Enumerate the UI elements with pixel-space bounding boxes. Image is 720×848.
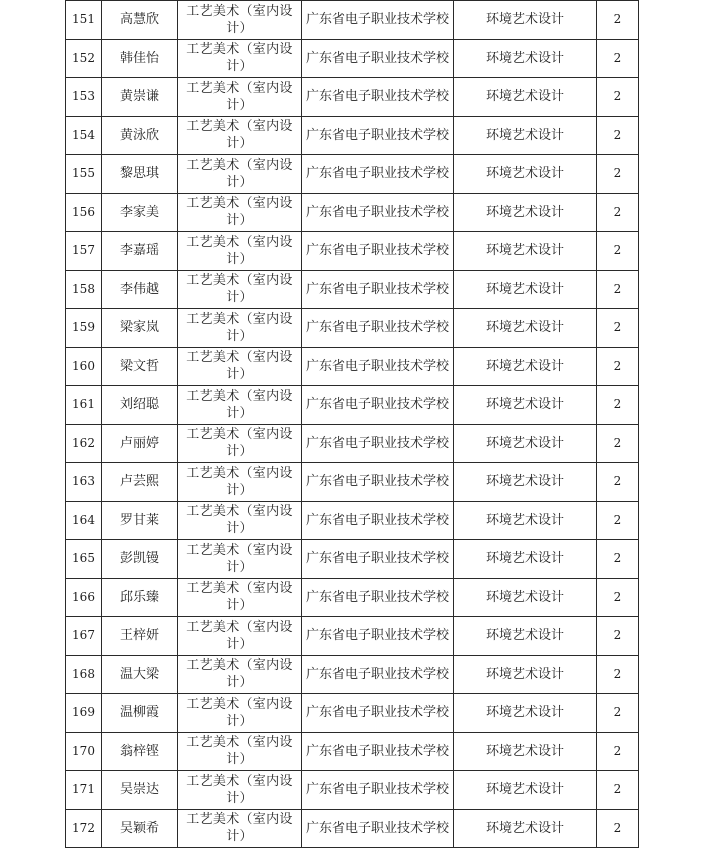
major-cell bbox=[178, 540, 302, 579]
year-cell: 2 bbox=[597, 39, 639, 78]
student-name-cell: 卢芸熙 bbox=[102, 463, 178, 502]
row-number-cell: 167 bbox=[66, 617, 102, 656]
school-cell: 广东省电子职业技术学校 bbox=[302, 155, 454, 194]
major-text: 工艺美术（室内设计） bbox=[186, 157, 293, 190]
school-cell: 广东省电子职业技术学校 bbox=[302, 232, 454, 271]
student-name-cell: 韩佳怡 bbox=[102, 39, 178, 78]
student-list-sheet bbox=[65, 0, 638, 848]
student-name-cell: 黎思琪 bbox=[102, 155, 178, 194]
row-number-cell: 168 bbox=[66, 655, 102, 694]
table-row bbox=[66, 347, 639, 386]
year-cell: 2 bbox=[597, 617, 639, 656]
department-cell: 环境艺术设计 bbox=[454, 617, 597, 656]
year-cell: 2 bbox=[597, 386, 639, 425]
major-text: 工艺美术（室内设计） bbox=[186, 80, 293, 113]
table-row bbox=[66, 1, 639, 40]
major-cell bbox=[178, 193, 302, 232]
row-number-cell: 155 bbox=[66, 155, 102, 194]
department-cell: 环境艺术设计 bbox=[454, 655, 597, 694]
school-cell: 广东省电子职业技术学校 bbox=[302, 463, 454, 502]
major-text: 工艺美术（室内设计） bbox=[186, 504, 293, 537]
school-cell: 广东省电子职业技术学校 bbox=[302, 1, 454, 40]
major-text: 工艺美术（室内设计） bbox=[186, 812, 293, 845]
row-number-cell: 164 bbox=[66, 501, 102, 540]
table-row bbox=[66, 78, 639, 117]
student-name-cell: 黄泳欣 bbox=[102, 116, 178, 155]
year-cell: 2 bbox=[597, 809, 639, 848]
major-text: 工艺美术（室内设计） bbox=[186, 273, 293, 306]
major-text: 工艺美术（室内设计） bbox=[186, 465, 293, 498]
row-number-cell: 158 bbox=[66, 270, 102, 309]
row-number-cell: 154 bbox=[66, 116, 102, 155]
school-cell: 广东省电子职业技术学校 bbox=[302, 424, 454, 463]
table-row bbox=[66, 501, 639, 540]
school-cell: 广东省电子职业技术学校 bbox=[302, 347, 454, 386]
major-cell bbox=[178, 386, 302, 425]
year-cell: 2 bbox=[597, 694, 639, 733]
student-name-cell: 李嘉瑶 bbox=[102, 232, 178, 271]
department-cell: 环境艺术设计 bbox=[454, 540, 597, 579]
major-cell bbox=[178, 694, 302, 733]
major-cell bbox=[178, 347, 302, 386]
year-cell: 2 bbox=[597, 771, 639, 810]
major-text: 工艺美术（室内设计） bbox=[186, 350, 293, 383]
major-cell bbox=[178, 809, 302, 848]
school-cell: 广东省电子职业技术学校 bbox=[302, 309, 454, 348]
major-cell bbox=[178, 578, 302, 617]
department-cell: 环境艺术设计 bbox=[454, 347, 597, 386]
major-cell bbox=[178, 732, 302, 771]
row-number-cell: 165 bbox=[66, 540, 102, 579]
department-cell: 环境艺术设计 bbox=[454, 732, 597, 771]
table-row bbox=[66, 540, 639, 579]
student-name-cell: 王梓妍 bbox=[102, 617, 178, 656]
year-cell: 2 bbox=[597, 193, 639, 232]
department-cell: 环境艺术设计 bbox=[454, 463, 597, 502]
department-cell: 环境艺术设计 bbox=[454, 270, 597, 309]
row-number-cell: 171 bbox=[66, 771, 102, 810]
school-cell: 广东省电子职业技术学校 bbox=[302, 809, 454, 848]
year-cell: 2 bbox=[597, 578, 639, 617]
student-name-cell: 彭凯镘 bbox=[102, 540, 178, 579]
major-cell bbox=[178, 1, 302, 40]
table-row bbox=[66, 578, 639, 617]
table-row bbox=[66, 155, 639, 194]
major-cell bbox=[178, 116, 302, 155]
table-row bbox=[66, 39, 639, 78]
department-cell: 环境艺术设计 bbox=[454, 501, 597, 540]
row-number-cell: 159 bbox=[66, 309, 102, 348]
major-cell bbox=[178, 270, 302, 309]
major-cell bbox=[178, 463, 302, 502]
row-number-cell: 169 bbox=[66, 694, 102, 733]
department-cell: 环境艺术设计 bbox=[454, 694, 597, 733]
major-text: 工艺美术（室内设计） bbox=[186, 658, 293, 691]
table-row bbox=[66, 732, 639, 771]
school-cell: 广东省电子职业技术学校 bbox=[302, 193, 454, 232]
major-text: 工艺美术（室内设计） bbox=[186, 773, 293, 806]
row-number-cell: 166 bbox=[66, 578, 102, 617]
year-cell: 2 bbox=[597, 78, 639, 117]
table-row bbox=[66, 809, 639, 848]
year-cell: 2 bbox=[597, 540, 639, 579]
major-cell bbox=[178, 655, 302, 694]
school-cell: 广东省电子职业技术学校 bbox=[302, 732, 454, 771]
row-number-cell: 151 bbox=[66, 1, 102, 40]
year-cell: 2 bbox=[597, 347, 639, 386]
school-cell: 广东省电子职业技术学校 bbox=[302, 578, 454, 617]
table-row bbox=[66, 694, 639, 733]
major-cell bbox=[178, 309, 302, 348]
school-cell: 广东省电子职业技术学校 bbox=[302, 540, 454, 579]
year-cell: 2 bbox=[597, 655, 639, 694]
student-name-cell: 吴颖希 bbox=[102, 809, 178, 848]
major-text: 工艺美术（室内设计） bbox=[186, 119, 293, 152]
major-text: 工艺美术（室内设计） bbox=[186, 3, 293, 36]
student-name-cell: 高慧欣 bbox=[102, 1, 178, 40]
student-name-cell: 黄崇谦 bbox=[102, 78, 178, 117]
table-row bbox=[66, 309, 639, 348]
student-name-cell: 翁梓铿 bbox=[102, 732, 178, 771]
student-name-cell: 李家美 bbox=[102, 193, 178, 232]
department-cell: 环境艺术设计 bbox=[454, 809, 597, 848]
major-text: 工艺美术（室内设计） bbox=[186, 542, 293, 575]
row-number-cell: 163 bbox=[66, 463, 102, 502]
major-text: 工艺美术（室内设计） bbox=[186, 234, 293, 267]
year-cell: 2 bbox=[597, 232, 639, 271]
row-number-cell: 152 bbox=[66, 39, 102, 78]
row-number-cell: 162 bbox=[66, 424, 102, 463]
major-text: 工艺美术（室内设计） bbox=[186, 735, 293, 768]
department-cell: 环境艺术设计 bbox=[454, 39, 597, 78]
major-cell bbox=[178, 39, 302, 78]
school-cell: 广东省电子职业技术学校 bbox=[302, 78, 454, 117]
student-name-cell: 李伟越 bbox=[102, 270, 178, 309]
year-cell: 2 bbox=[597, 155, 639, 194]
major-cell bbox=[178, 78, 302, 117]
table-row bbox=[66, 386, 639, 425]
table-row bbox=[66, 617, 639, 656]
major-cell bbox=[178, 617, 302, 656]
table-row bbox=[66, 655, 639, 694]
table-row bbox=[66, 270, 639, 309]
student-name-cell: 吴崇达 bbox=[102, 771, 178, 810]
major-text: 工艺美术（室内设计） bbox=[186, 427, 293, 460]
major-text: 工艺美术（室内设计） bbox=[186, 581, 293, 614]
student-name-cell: 邱乐臻 bbox=[102, 578, 178, 617]
year-cell: 2 bbox=[597, 501, 639, 540]
row-number-cell: 153 bbox=[66, 78, 102, 117]
table-row bbox=[66, 463, 639, 502]
table-row bbox=[66, 232, 639, 271]
row-number-cell: 170 bbox=[66, 732, 102, 771]
row-number-cell: 160 bbox=[66, 347, 102, 386]
major-cell bbox=[178, 501, 302, 540]
major-text: 工艺美术（室内设计） bbox=[186, 42, 293, 75]
school-cell: 广东省电子职业技术学校 bbox=[302, 116, 454, 155]
major-text: 工艺美术（室内设计） bbox=[186, 619, 293, 652]
major-cell bbox=[178, 155, 302, 194]
table-row bbox=[66, 424, 639, 463]
school-cell: 广东省电子职业技术学校 bbox=[302, 501, 454, 540]
school-cell: 广东省电子职业技术学校 bbox=[302, 270, 454, 309]
major-cell bbox=[178, 232, 302, 271]
department-cell: 环境艺术设计 bbox=[454, 1, 597, 40]
year-cell: 2 bbox=[597, 309, 639, 348]
department-cell: 环境艺术设计 bbox=[454, 424, 597, 463]
department-cell: 环境艺术设计 bbox=[454, 155, 597, 194]
student-name-cell: 温柳霞 bbox=[102, 694, 178, 733]
year-cell: 2 bbox=[597, 270, 639, 309]
department-cell: 环境艺术设计 bbox=[454, 309, 597, 348]
major-text: 工艺美术（室内设计） bbox=[186, 311, 293, 344]
year-cell: 2 bbox=[597, 463, 639, 502]
school-cell: 广东省电子职业技术学校 bbox=[302, 771, 454, 810]
year-cell: 2 bbox=[597, 424, 639, 463]
school-cell: 广东省电子职业技术学校 bbox=[302, 655, 454, 694]
department-cell: 环境艺术设计 bbox=[454, 386, 597, 425]
major-text: 工艺美术（室内设计） bbox=[186, 696, 293, 729]
student-name-cell: 温大梁 bbox=[102, 655, 178, 694]
row-number-cell: 172 bbox=[66, 809, 102, 848]
department-cell: 环境艺术设计 bbox=[454, 232, 597, 271]
row-number-cell: 161 bbox=[66, 386, 102, 425]
major-cell bbox=[178, 424, 302, 463]
school-cell: 广东省电子职业技术学校 bbox=[302, 617, 454, 656]
student-name-cell: 刘绍聪 bbox=[102, 386, 178, 425]
student-name-cell: 卢丽婷 bbox=[102, 424, 178, 463]
department-cell: 环境艺术设计 bbox=[454, 116, 597, 155]
year-cell: 2 bbox=[597, 116, 639, 155]
department-cell: 环境艺术设计 bbox=[454, 578, 597, 617]
year-cell: 2 bbox=[597, 1, 639, 40]
student-name-cell: 梁家岚 bbox=[102, 309, 178, 348]
school-cell: 广东省电子职业技术学校 bbox=[302, 386, 454, 425]
row-number-cell: 157 bbox=[66, 232, 102, 271]
student-name-cell: 罗甘莱 bbox=[102, 501, 178, 540]
table-row bbox=[66, 193, 639, 232]
table-body bbox=[66, 1, 639, 848]
major-text: 工艺美术（室内设计） bbox=[186, 388, 293, 421]
department-cell: 环境艺术设计 bbox=[454, 771, 597, 810]
department-cell: 环境艺术设计 bbox=[454, 78, 597, 117]
major-text: 工艺美术（室内设计） bbox=[186, 196, 293, 229]
major-cell bbox=[178, 771, 302, 810]
student-table bbox=[65, 0, 639, 848]
year-cell: 2 bbox=[597, 732, 639, 771]
school-cell: 广东省电子职业技术学校 bbox=[302, 39, 454, 78]
row-number-cell: 156 bbox=[66, 193, 102, 232]
school-cell: 广东省电子职业技术学校 bbox=[302, 694, 454, 733]
table-row bbox=[66, 771, 639, 810]
department-cell: 环境艺术设计 bbox=[454, 193, 597, 232]
student-name-cell: 梁文哲 bbox=[102, 347, 178, 386]
table-row bbox=[66, 116, 639, 155]
